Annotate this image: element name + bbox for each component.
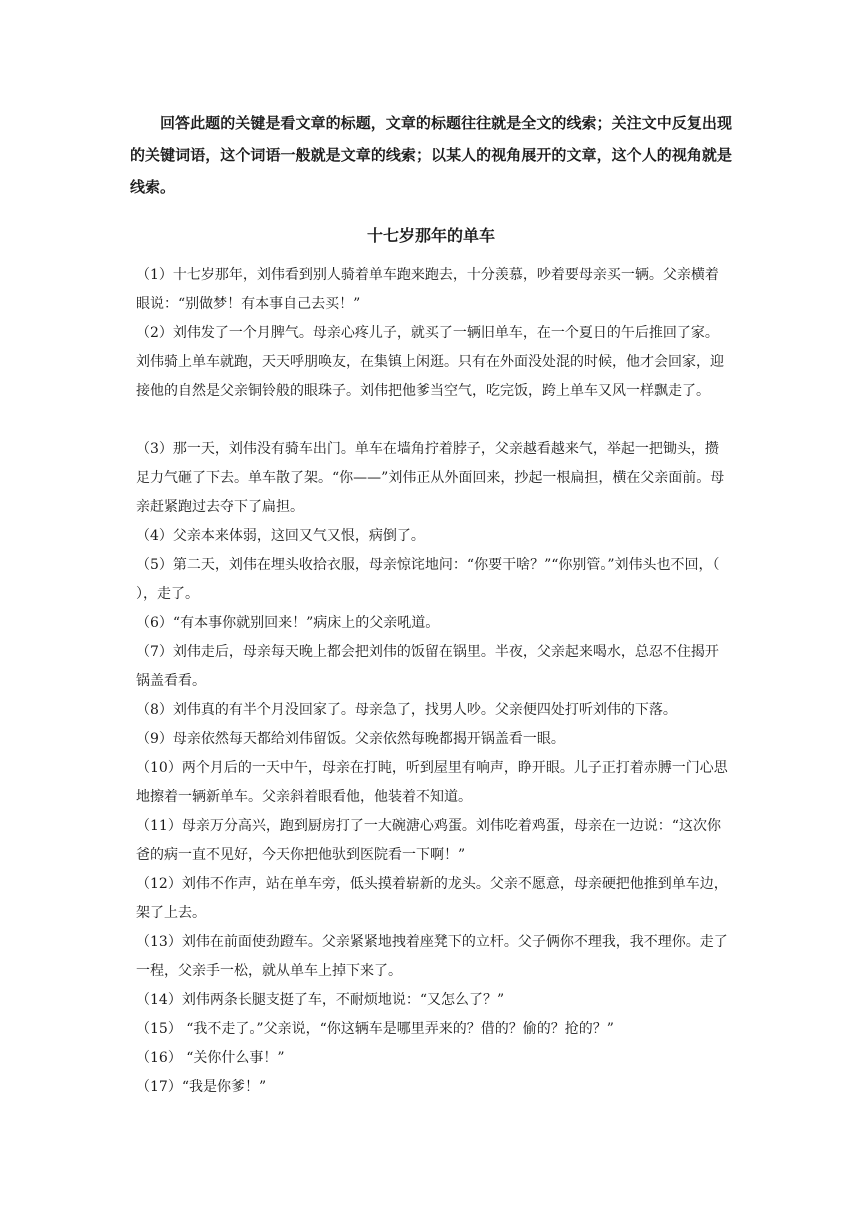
story-paragraph-9: （9）母亲依然每天都给刘伟留饭。父亲依然每晚都揭开锅盖看一眼。 xyxy=(136,731,565,747)
story-paragraph-15: （15） “我不走了。”父亲说，“你这辆车是哪里弄来的？借的？偷的？抢的？” xyxy=(136,1021,614,1037)
story-paragraph-5: （5）第二天，刘伟在埋头收拾衣服，母亲惊诧地问：“你要干啥？”“你别管。”刘伟头也不回，（ ），走了。 xyxy=(136,557,720,602)
story-paragraph-16: （16） “关你什么事！” xyxy=(136,1050,285,1066)
story-paragraph-1: （1）十七岁那年，刘伟看到别人骑着单车跑来跑去，十分羡慕，吵着要母亲买一辆。父亲横着眼说：“别做梦！有本事自己去买！” xyxy=(136,267,719,312)
story-paragraph-14: （14）刘伟两条长腿支挺了车，不耐烦地说：“又怎么了？” xyxy=(136,992,505,1008)
story-paragraph-6: （6）“有本事你就别回来！”病床上的父亲吼道。 xyxy=(136,615,440,631)
story-paragraph-2: （2）刘伟发了一个月脾气。母亲心疼儿子，就买了一辆旧单车，在一个夏日的午后推回了家。刘伟骑上单车就跑，天天呼朋唤友，在集镇上闲逛。只有在外面没处混的时候，他才会回家，迎接他的自然是父亲铜铃般的眼珠子。刘伟把他爹当空气，吃完饭，跨上单车又风一样飘走了。 xyxy=(136,325,724,399)
answer-explanation: 回答此题的关键是看文章的标题，文章的标题往往就是全文的线索；关注文中反复出现的关键词语，这个词语一般就是文章的线索；以某人的视角展开的文章，这个人的视角就是线索。 xyxy=(130,114,732,196)
story-paragraph-10: （10）两个月后的一天中午，母亲在打盹，听到屋里有响声，睁开眼。儿子正打着赤膊一门心思地擦着一辆新单车。父亲斜着眼看他，他装着不知道。 xyxy=(136,760,728,805)
story-paragraph-7: （7）刘伟走后，母亲每天晚上都会把刘伟的饭留在锅里。半夜，父亲起来喝水，总忍不住揭开锅盖看看。 xyxy=(136,644,719,689)
story-paragraph-4: （4）父亲本来体弱，这回又气又恨，病倒了。 xyxy=(136,528,425,544)
story-paragraph-13: （13）刘伟在前面使劲蹬车。父亲紧紧地拽着座凳下的立杆。父子俩你不理我，我不理你。走了一程，父亲手一松，就从单车上掉下来了。 xyxy=(136,934,728,979)
story-paragraph-8: （8）刘伟真的有半个月没回家了。母亲急了，找男人吵。父亲便四处打听刘伟的下落。 xyxy=(136,702,677,718)
story-paragraph-3: （3）那一天，刘伟没有骑车出门。单车在墙角拧着脖子，父亲越看越来气，举起一把锄头，攒足力气砸了下去。单车散了架。“你——”刘伟正从外面回来，抄起一根扁担，横在父亲面前。母亲赶紧跑过去夺下了扁担。 xyxy=(136,441,725,515)
story-title: 十七岁那年的单车 xyxy=(366,226,495,245)
story-paragraph-12: （12）刘伟不作声，站在单车旁，低头摸着崭新的龙头。父亲不愿意，母亲硬把他推到单车边，架了上去。 xyxy=(136,876,728,921)
story-paragraph-11: （11）母亲万分高兴，跑到厨房打了一大碗溏心鸡蛋。刘伟吃着鸡蛋，母亲在一边说：“这次你爸的病一直不见好，今天你把他驮到医院看一下啊！” xyxy=(136,818,721,863)
story-paragraph-17: （17）“我是你爹！” xyxy=(136,1079,267,1095)
